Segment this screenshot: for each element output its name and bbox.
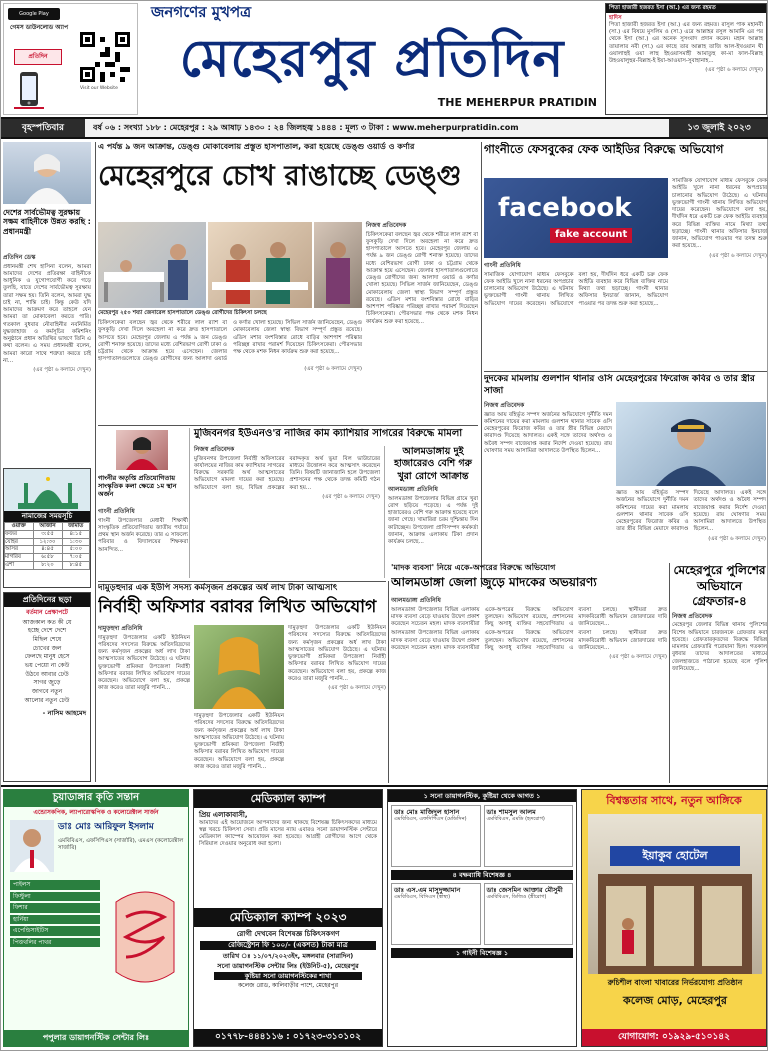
clinic-service: পাইলস bbox=[10, 880, 100, 890]
damurhuda-story bbox=[98, 583, 386, 783]
oc-sentence-story bbox=[484, 374, 767, 560]
app-promo-text: গেমস ডাউনলোড অ্যাপ bbox=[10, 24, 69, 31]
camp-line5: কুষ্টিয়া সনো ডায়াগনস্টিকের শাখা bbox=[214, 972, 362, 980]
qr-caption: Visit our Website bbox=[80, 86, 118, 91]
poem-line: ফেলছে মানুষ হেসে bbox=[24, 653, 70, 661]
camp-title: মেডিক্যাল ক্যাম্প ২০২৩ bbox=[194, 908, 382, 927]
damurhuda-text-2: দামুড়হুদা উপজেলার একটি ইউনিয়ন পরিষদের সদস্যের বিরুদ্ধে অতিদরিদ্রদের জন্য কর্মসৃজন প্রকল্পের অর্ধ লাখ টাকা আত্মসাতের অভিযোগ উঠেছে। এ ঘটনায় ভুক্তভোগী শ্রমিকরা উপজেলা নির্বাহী অফিসার বরাবর লিখিত অভিযোগ দায়ের করেছেন। অভিযোগে বলা হয়, প্রকল্পে কাজ করেও তারা মজুরি পাননি... bbox=[288, 625, 386, 682]
police-text: মেহেরপুর জেলার বিভিন্ন থানায় পুলিশের বিশেষ অভিযানে চারজনকে গ্রেফতার করা হয়েছে। গ্রেফতারকৃতদের বিরুদ্ধে বিভিন্ন মামলায় গ্রেফতারি পরোয়ানা ছিল। গতকাল বুধবার তাদের আদালতের মাধ্যমে জেলহাজতে পাঠানো হয়েছে বলে পুলিশ জানিয়েছে... bbox=[672, 622, 767, 672]
masthead bbox=[141, 1, 603, 115]
sono-doctor-name: ডাঃ মোঃ মাজিদুল হাসান bbox=[394, 808, 460, 817]
row-divider bbox=[98, 425, 478, 426]
column-divider bbox=[95, 142, 96, 782]
sono-doctor-card bbox=[484, 883, 574, 945]
top-right-hadith-box bbox=[605, 3, 767, 115]
info-date: ১৩ জুলাই ২০২৩ bbox=[669, 119, 768, 137]
mujibnagar-headline: মুজিবনগর ইউএনও'র নাজির কাম ক্যাশিয়ার সাগরের বিরুদ্ধে মামলা bbox=[194, 428, 463, 439]
sono-gynae-label: ১ গাইনী বিশেষজ্ঞ ১ bbox=[391, 948, 573, 958]
prayer-cell: এশা bbox=[5, 562, 34, 570]
camp-phone[interactable]: ০১৭৭৮-৪৪৪১১৬ : ০১৭২৩-৩১০১০২ bbox=[194, 1029, 382, 1046]
facebook-story bbox=[484, 142, 767, 368]
alamdanga-cow-text: আলমডাঙ্গা উপজেলার বিভিন্ন গ্রামে খুরা রোগ ছড়িয়ে পড়েছে। এ পর্যন্ত দুই হাজারেরও বেশি গরু আক্রান্ত হয়েছে বলে জানা গেছে। খামারিরা চরম দুশ্চিন্তায় দিন কাটাচ্ছেন। উপজেলা প্রাণিসম্পদ কর্মকর্তা জানান, আক্রান্ত এলাকায় টিকা প্রদান কার্যক্রম চলছে... bbox=[388, 495, 478, 546]
poem-line: ভয় পেয়ো না কেউ bbox=[24, 661, 70, 669]
info-day: বৃহস্পতিবার bbox=[1, 119, 85, 137]
table-row bbox=[5, 554, 90, 562]
prayer-cell: আসর bbox=[5, 546, 34, 554]
masthead-title: মেহেরপুর প্রতিদিন bbox=[179, 28, 565, 89]
phone-illustration-icon bbox=[12, 70, 46, 110]
drug-text-2: আলমডাঙ্গা উপজেলার বিভিন্ন এলাকায় মাদক ব্যবসা বেড়ে যাওয়ায় উদ্বেগ প্রকাশ করেছেন সচেতন মহল। মাদক ব্যবসায়ীরা একে-অপরের বিরুদ্ধে অভিযোগ তুলছেন। অভিযোগ রয়েছে, প্রশাসনের কিছু অসাধু ব্যক্তির সহযোগিতায় এ ব্যবসা চলছে। স্থানীয়রা দ্রুত মাদকবিরোধী অভিযান জোরদারের দাবি জানিয়েছেন... bbox=[391, 630, 667, 651]
facebook-headline: গাংনীতে ফেসবুকের ফেক আইডির বিরুদ্ধে অভিযোগ bbox=[484, 142, 724, 156]
hadith-continue: (এর পৃষ্ঠা ৬ কলামে দেখুন) bbox=[705, 67, 763, 74]
prayer-cell: ৬:৫৮ bbox=[33, 554, 62, 562]
intestine-illustration-icon bbox=[106, 882, 184, 992]
poem-title: প্রতিদিনের ছড়া bbox=[4, 593, 90, 607]
clinic-ad[interactable] bbox=[3, 789, 189, 1047]
clinic-doctor-name: ডাঃ মোঃ আরিফুল ইসলাম bbox=[58, 822, 154, 832]
oc-headline: দুদকের মামলায় গুলশান থানার ওসি মেহেরপুরের ফিরোজ কবির ও তার স্ত্রীর সাজা bbox=[484, 374, 755, 396]
gangni-girl-story bbox=[98, 428, 190, 578]
poem-line: হচ্ছে দেশে দেশে bbox=[27, 627, 67, 635]
clinic-service: এপেন্ডিসাইটিস bbox=[10, 926, 100, 936]
mosque-icon bbox=[4, 469, 90, 511]
facebook-continue: (এর পৃষ্ঠা ৬ কলামে দেখুন) bbox=[709, 252, 767, 259]
damurhuda-headline: নির্বাহী অফিসার বরাবর লিখিত অভিযোগ bbox=[98, 596, 377, 617]
doctor-photo bbox=[10, 820, 54, 872]
sono-specialist-label: ৪ বক্ষব্যাধি বিশেষজ্ঞ ৪ bbox=[391, 870, 573, 880]
clinic-footer: পপুলার ডায়াগনস্টিক সেন্টার লিঃ bbox=[4, 1030, 188, 1046]
prayer-cell: ১২:৩০ bbox=[33, 538, 62, 546]
alamdanga-cow-headline: আলমডাঙ্গায় দুই হাজারেরও বেশি গরু খুরা রোগে আক্রান্ত bbox=[394, 446, 472, 482]
app-promo[interactable] bbox=[3, 3, 138, 115]
medical-camp-ad[interactable] bbox=[193, 789, 383, 1047]
oc-text-2: জ্ঞাত আয় বহির্ভূত সম্পদ অর্জনের অভিযোগে দুর্নীতি দমন কমিশনের দায়ের করা মামলায় গুলশান থানার সাবেক ওসি মেহেরপুরের ফিরোজ কবির ও তার স্ত্রীর বিভিন্ন মেয়াদে কারাদণ্ড দিয়েছে আদালত। একই সঙ্গে তাদের অর্থদণ্ড ও অবৈধ সম্পদ বাজেয়াপ্ত করার নির্দেশ দেওয়া হয়েছে। রায় ঘোষণার সময় আসামিরা আদালতে উপস্থিত ছিলেন... bbox=[616, 490, 766, 533]
dengue-photo-1 bbox=[98, 222, 206, 308]
prayer-header: আজান bbox=[33, 522, 62, 530]
sono-doctor-card bbox=[391, 805, 481, 867]
restaurant-header: বিশ্বস্ততার সাথে, নতুন আঙ্গিকে bbox=[606, 794, 742, 807]
drug-text: আলমডাঙ্গা উপজেলার বিভিন্ন এলাকায় মাদক ব্যবসা বেড়ে যাওয়ায় উদ্বেগ প্রকাশ করেছেন সচেতন মহল। মাদক ব্যবসায়ীরা একে-অপরের বিরুদ্ধে অভিযোগ তুলছেন। অভিযোগ রয়েছে, প্রশাসনের কিছু অসাধু ব্যক্তির সহযোগিতায় এ ব্যবসা চলছে। স্থানীয়রা দ্রুত মাদকবিরোধী অভিযান জোরদারের দাবি জানিয়েছেন... bbox=[391, 606, 667, 627]
google-play-badge[interactable]: Google Play bbox=[8, 8, 60, 20]
damurhuda-text-3: দামুড়হুদা উপজেলার একটি ইউনিয়ন পরিষদের সদস্যের বিরুদ্ধে অতিদরিদ্রদের জন্য কর্মসৃজন প্রকল্পের অর্ধ লাখ টাকা আত্মসাতের অভিযোগ উঠেছে। এ ঘটনায় ভুক্তভোগী শ্রমিকরা উপজেলা নির্বাহী অফিসার বরাবর লিখিত অভিযোগ দায়ের করেছেন। অভিযোগে বলা হয়, প্রকল্পে কাজ করেও তারা মজুরি পাননি... bbox=[194, 713, 284, 770]
gangni-girl-headline: গাংনীর অতৃপ্তি প্রতিযোগিতায় সাংস্কৃতিক কলা ক্ষেত্রে ১ম স্থান অর্জন bbox=[98, 474, 177, 499]
sono-diagnostic-ad[interactable] bbox=[387, 789, 577, 1047]
poem-line: আজকাল কত কী যে bbox=[22, 618, 72, 626]
facebook-text-2: সামাজিক যোগাযোগ মাধ্যম ফেসবুকে ফেক আইডি খুলে নানা ধরনের অপপ্রচার চালানোর অভিযোগ উঠেছে। এ ঘটনায় ভুক্তভোগী গাংনী থানায় লিখিত অভিযোগ দায়ের করেছেন। অভিযোগে বলা হয়, দীর্ঘদিন ধরে একটি চক্র ফেক আইডি ব্যবহার করে বিভিন্ন ব্যক্তির নামে মিথ্যা তথ্য ছড়াচ্ছে। গাংনী থানার অফিসার ইনচার্জ জানান, অভিযোগ পাওয়ার পর তদন্ত শুরু করা হয়েছে... bbox=[484, 271, 668, 307]
left-lead-text: প্রধানমন্ত্রী শেখ হাসিনা বলেন, আমরা আমাদের দেশের প্রতিরক্ষা বাহিনীকে আধুনিক ও যুগোপযোগী করে গড়ে তুলছি, যাতে দেশের সার্বভৌমত্ব সুরক্ষায় তারা সক্ষম হয়। তিনি বলেন, আমরা যুদ্ধ চাই না, শান্তি চাই। কিন্তু কেউ যদি আমাদের আক্রমণ করে তাহলে যেন আমরা তা মোকাবেলা করতে পারি। গতকাল বুধবার নৌবাহিনীর নবনির্মিত যুদ্ধজাহাজ ও কর্মসূচির কমিশনিং অনুষ্ঠানে প্রধান অতিথির ভাষণে তিনি এ কথা বলেন। এ সময় প্রধানমন্ত্রী বলেন, আমরা কারো সাথে শত্রুতা করতে চাই না... bbox=[3, 263, 91, 364]
sono-doctor-degree: এমবিবিএস, এফসিপিএস (মেডিসিন) bbox=[394, 816, 467, 823]
facebook-logo-text: facebook bbox=[498, 193, 632, 223]
row-divider bbox=[98, 581, 386, 582]
gangni-girl-byline: গাংনী প্রতিনিধি bbox=[98, 508, 135, 515]
main-story-caption: মেহেরপুর ২৫০ শয্যা জেনারেল হাসপাতালে ডেঙ্গু রোগীদের চিকিৎসা চলছে bbox=[98, 310, 267, 316]
main-story-headline: মেহেরপুরে চোখ রাঙাচ্ছে ডেঙ্গু bbox=[98, 159, 462, 192]
damurhuda-woman-photo bbox=[194, 625, 284, 709]
clinic-doctor-details: এমবিবিএস, এফসিপিএস (সার্জারি), এমএস (কলোরেক্টাল সার্জারি) bbox=[58, 838, 184, 851]
main-story bbox=[98, 142, 478, 422]
sono-doctor-degree: এমবিবিএস, বিসিএস (স্বাস্থ্য) bbox=[394, 894, 451, 901]
fake-account-label: fake account bbox=[550, 228, 632, 243]
column-divider bbox=[388, 581, 389, 783]
restaurant-tagline: রুচিশীল বাংলা খাবারের নির্ভরযোগ্য প্রতিষ্ঠান bbox=[607, 978, 743, 987]
poem-line: জাগবে নতুন bbox=[31, 688, 63, 695]
table-row bbox=[5, 530, 90, 538]
restaurant-phone[interactable]: যোগাযোগ: ০১৯২৯-৫১০১৪২ bbox=[582, 1029, 766, 1046]
police-story bbox=[672, 563, 767, 783]
dengue-photo-3 bbox=[314, 222, 362, 308]
damurhuda-byline: দামুড়হুদা প্রতিনিধি bbox=[98, 625, 143, 632]
prayer-cell: ৪:৪৫ bbox=[33, 546, 62, 554]
poem-author: - নাসিম আহমেদ bbox=[42, 709, 86, 718]
camp-line1: রোগী দেখবেন বিশেষজ্ঞ চিকিৎসকগণ bbox=[236, 930, 340, 938]
mujibnagar-continue: (এর পৃষ্ঠা ৬ কলামে দেখুন) bbox=[322, 493, 380, 500]
damurhuda-continue: (এর পৃষ্ঠা ৬ কলামে দেখুন) bbox=[328, 685, 386, 691]
alamdanga-cow-byline: আলমডাঙ্গা প্রতিনিধি bbox=[388, 486, 438, 494]
prayer-header: ওয়াক্ত bbox=[5, 522, 34, 530]
camp-address: কলেজ রোড, কালিবাড়ীর পাশে, মেহেরপুর bbox=[237, 981, 339, 989]
oc-text: জ্ঞাত আয় বহির্ভূত সম্পদ অর্জনের অভিযোগে দুর্নীতি দমন কমিশনের দায়ের করা মামলায় গুলশান থানার সাবেক ওসি মেহেরপুরের ফিরোজ কবির ও তার স্ত্রীর বিভিন্ন মেয়াদে কারাদণ্ড দিয়েছে আদালত। একই সঙ্গে তাদের অর্থদণ্ড ও অবৈধ সম্পদ বাজেয়াপ্ত করার নির্দেশ দেওয়া হয়েছে। রায় ঘোষণার সময় আসামিরা আদালতে উপস্থিত ছিলেন... bbox=[484, 411, 612, 454]
drug-kicker: 'মাদক ব্যবসা' নিয়ে একে-অপরের বিরুদ্ধে অভিযোগ bbox=[391, 563, 556, 572]
clinic-service: পিত্তথলির পাথর bbox=[10, 938, 100, 948]
main-story-kicker: এ পর্যন্ত ৯ জন আক্রান্ত, ডেঙ্গু মোকাবেলায় প্রস্তুত হাসপাতাল, করা হয়েছে ডেঙ্গু ওয়ার্ড ও কর্ণার bbox=[98, 142, 415, 151]
poem-line: মিছিল শেষে bbox=[32, 635, 62, 643]
camp-line4: সনো ডায়াগনস্টিক সেন্টার লিঃ (ইউনিট-৫), মেহেরপুর bbox=[217, 961, 359, 970]
prayer-table bbox=[4, 522, 90, 570]
prayer-cell: ফজর bbox=[5, 530, 34, 538]
oc-byline: নিজস্ব প্রতিবেদক bbox=[484, 402, 525, 409]
camp-header: মেডিক্যাল ক্যাম্প bbox=[194, 790, 382, 808]
table-row bbox=[5, 562, 90, 570]
masthead-english-title: THE MEHERPUR PRATIDIN bbox=[437, 96, 597, 109]
info-bar bbox=[1, 117, 768, 139]
facebook-text: সামাজিক যোগাযোগ মাধ্যম ফেসবুকে ফেক আইডি খুলে নানা ধরনের অপপ্রচার চালানোর অভিযোগ উঠেছে। এ ঘটনায় ভুক্তভোগী গাংনী থানায় লিখিত অভিযোগ দায়ের করেছেন। অভিযোগে বলা হয়, দীর্ঘদিন ধরে একটি চক্র ফেক আইডি ব্যবহার করে বিভিন্ন ব্যক্তির নামে মিথ্যা তথ্য ছড়াচ্ছে। গাংনী থানার অফিসার ইনচার্জ জানান, অভিযোগ পাওয়ার পর তদন্ত শুরু করা হয়েছে... bbox=[672, 178, 767, 250]
column-divider bbox=[669, 563, 670, 783]
hadith-label: হাদিস bbox=[609, 14, 622, 21]
prayer-times-box bbox=[3, 468, 91, 588]
restaurant-sign: ইয়াকুব হোটেল bbox=[610, 846, 740, 866]
prayer-header: জামাত bbox=[62, 522, 89, 530]
left-lead-byline: প্রতিদিন ডেস্ক bbox=[3, 254, 36, 261]
prayer-cell: ৩:৫৫ bbox=[33, 530, 62, 538]
facebook-logo-image bbox=[484, 178, 668, 258]
poem-line: চোখের জল bbox=[32, 644, 62, 652]
gangni-girl-text: গাংনী উপজেলার মেধাবী শিক্ষার্থী সাংস্কৃতিক প্রতিযোগিতায় জাতীয় পর্যায়ে প্রথম স্থান অর্জন করেছে। তার এ সাফল্যে পরিবার ও বিদ্যালয়ের শিক্ষকরা আনন্দিত... bbox=[98, 517, 188, 553]
ads-divider bbox=[1, 785, 768, 787]
prayer-cell: ৫:০০ bbox=[62, 546, 89, 554]
main-story-byline: নিজস্ব প্রতিবেদক bbox=[366, 222, 407, 229]
facebook-byline: গাংনী প্রতিনিধি bbox=[484, 262, 521, 269]
hadith-text: পিতা হাজারী হজরত ইসা (আ.) এর জন্য রহমত। রাসুল পাক মহানবী (সা.) এর বিষয়ে মুসলিম ও (সা.) এরে আল্লাহর রসুল আমানি এর পর থেকে ইসা (আ.) এর অনেক সুসংবাদ প্রদান করেন। মহান আল্লাহ তায়ালার নবী (সা.) এর কাছে তার আল্লাহ তাজি আল-ইখওয়ান থী ওয়ালাহুই ওয়া লাহু ইহওয়াসমাহী আমাতুহু কা-মা ফাল-বিল্লাহ উহওয়ালুহুর-বিল্লাহ-ই ইয়া-আওয়াস-সুবাহানাহ... bbox=[609, 21, 763, 64]
camp-text: আমাদের এই আয়োজনে আপনাদের জন্য থাকছে বিশেষজ্ঞ চিকিৎসকদের মাধ্যমে স্বল্প খরচে চিকিৎসা সেবা। প্রতি মাসের ন্যায় এবারও সনো ডায়াগনস্টিক সেন্টারে মেডিক্যাল ক্যাম্পের আয়োজন করা হয়েছে। আগ্রহী রোগীদের আগে থেকে সিরিয়াল দেওয়ার অনুরোধ করা হলো। bbox=[199, 819, 377, 848]
prayer-header-row bbox=[5, 522, 90, 530]
prayer-cell: ৮:৪৫ bbox=[62, 562, 89, 570]
table-row bbox=[5, 538, 90, 546]
poem-line: সাগর জুড়ে bbox=[33, 679, 61, 687]
sono-doctor-name: ডাঃ জেসমিন আক্তার মৌসুমী bbox=[486, 886, 563, 895]
left-lead-continue: (এর পৃষ্ঠা ৬ কলামে দেখুন) bbox=[33, 367, 91, 373]
table-row bbox=[5, 546, 90, 554]
sono-doctor-card bbox=[391, 883, 481, 945]
restaurant-address: কলেজ মোড়, মেহেরপুর bbox=[623, 994, 727, 1007]
main-story-text: চিকিৎসকেরা বলছেন জ্বর থেকে শরীরে লাল র‍্যাশ বা ফুসকুড়ি দেখা দিলে অবহেলা না করে দ্রুত হাসপাতালে আসতে হবে। মেহেরপুর জেলায় এ পর্যন্ত ৯ জন ডেঙ্গু রোগী শনাক্ত হয়েছে। তাদের মধ্যে বেশিরভাগ রোগী ঢাকা ও চট্টগ্রাম থেকে আক্রান্ত হয়ে এসেছেন। জেলার হাসপাতালগুলোতে ডেঙ্গু রোগীদের জন্য আলাদা ওয়ার্ড ও কর্ণার খোলা হয়েছে। সিভিল সার্জন জানিয়েছেন, ডেঙ্গু মোকাবেলায় জেলা স্বাস্থ্য বিভাগ সম্পূর্ণ প্রস্তুত রয়েছে। এডিস মশার বংশবিস্তার রোধে বাড়ির আশপাশ পরিষ্কার পরিচ্ছন্ন রাখার পরামর্শ দিয়েছেন চিকিৎসকেরা। পৌরসভার পক্ষ থেকে মশক নিধন কার্যক্রম শুরু করা হয়েছে... bbox=[366, 231, 478, 325]
sono-doctor-name: ডাঃ এস.এম মাসুদুজ্জামান bbox=[394, 886, 461, 895]
damurhuda-text: দামুড়হুদা উপজেলার একটি ইউনিয়ন পরিষদের সদস্যের বিরুদ্ধে অতিদরিদ্রদের জন্য কর্মসৃজন প্রকল্পের অর্ধ লাখ টাকা আত্মসাতের অভিযোগ উঠেছে। এ ঘটনায় ভুক্তভোগী শ্রমিকরা উপজেলা নির্বাহী অফিসার বরাবর লিখিত অভিযোগ দায়ের করেছেন। অভিযোগে বলা হয়, প্রকল্পে কাজ করেও তারা মজুরি পাননি... bbox=[98, 634, 190, 692]
mujibnagar-text: মুজিবনগর উপজেলা নির্বাহী অফিসারের কার্যালয়ের নাজির কাম ক্যাশিয়ার সাগরের বিরুদ্ধে সরকারি অর্থ আত্মসাতের অভিযোগে মামলা দায়ের করা হয়েছে। অভিযোগে বলা হয়, বিভিন্ন প্রকল্পের বরাদ্দকৃত অর্থ ভুয়া বিল ভাউচারের মাধ্যমে উত্তোলন করে আত্মসাৎ করেছেন তিনি। বিষয়টি জানাজানি হলে উপজেলা প্রশাসনের পক্ষ থেকে তদন্ত কমিটি গঠন করা হয়... bbox=[194, 455, 380, 491]
sono-doctor-degree: এমবিবিএস, এমডি (হৃদরোগ) bbox=[486, 816, 545, 823]
masthead-tagline: জনগণের মুখপত্র bbox=[151, 3, 252, 21]
sono-header: ১ সনো ডায়াগনস্টিক, কুষ্টিয়া থেকে আগত ১ bbox=[388, 790, 576, 802]
restaurant-ad[interactable] bbox=[581, 789, 767, 1047]
info-issue: বর্ষ ০৬ : সংখ্যা ১৮৮ : মেহেরপুর : ২৯ আষাঢ় ১৪৩০ : ২৪ জিলহজ্ব ১৪৪৪ : মূল্য ৩ টাকা : www.meherpurpratidin.com bbox=[93, 123, 519, 132]
oc-continue: (এর পৃষ্ঠা ৬ কলামে দেখুন) bbox=[708, 535, 766, 542]
sono-doctor-card bbox=[484, 805, 574, 867]
damurhuda-kicker: দামুড়হুদার এক ইউপি সদস্য কর্মসৃজন প্রকল্পের অর্ধ লাখ টাকা আত্মসাৎ bbox=[98, 583, 338, 593]
pm-photo bbox=[3, 142, 91, 204]
sono-doctor-degree: এমবিবিএস, ডিজিও (স্ত্রীরোগ) bbox=[486, 894, 547, 901]
prayer-cell: মাগরিব bbox=[5, 554, 34, 562]
clinic-ad-sub: এন্ডোসকপিক, ল্যাপারোস্কপিক ও কলোরেক্টাল সার্জন bbox=[33, 808, 159, 816]
drug-headline: আলমডাঙ্গা জেলা জুড়ে মাদকের অভয়ারণ্য bbox=[391, 575, 597, 589]
drug-continue: (এর পৃষ্ঠা ৬ কলামে দেখুন) bbox=[609, 654, 667, 660]
app-name: প্রতিদিন bbox=[14, 49, 62, 65]
poem-line: আলোর নতুন ঢেউ bbox=[24, 696, 70, 704]
girl-photo bbox=[116, 430, 168, 470]
poem-subtitle: বর্তমান প্রেক্ষাপটে bbox=[26, 609, 68, 616]
left-lead-headline: দেশের সার্বভৌমত্ব সুরক্ষায় সক্ষম বাহিনীকে উন্নত করছি : প্রধানমন্ত্রী bbox=[3, 208, 91, 236]
main-story-text-2: চিকিৎসকেরা বলছেন জ্বর থেকে শরীরে লাল র‍্যাশ বা ফুসকুড়ি দেখা দিলে অবহেলা না করে দ্রুত হাসপাতালে আসতে হবে। মেহেরপুর জেলায় এ পর্যন্ত ৯ জন ডেঙ্গু রোগী শনাক্ত হয়েছে। তাদের মধ্যে বেশিরভাগ রোগী ঢাকা ও চট্টগ্রাম থেকে আক্রান্ত হয়ে এসেছেন। জেলার হাসপাতালগুলোতে ডেঙ্গু রোগীদের জন্য আলাদা ওয়ার্ড ও কর্ণার খোলা হয়েছে। সিভিল সার্জন জানিয়েছেন, ডেঙ্গু মোকাবেলায় জেলা স্বাস্থ্য বিভাগ সম্পূর্ণ প্রস্তুত রয়েছে। এডিস মশার বংশবিস্তার রোধে বাড়ির আশপাশ পরিষ্কার পরিচ্ছন্ন রাখার পরামর্শ দিয়েছেন চিকিৎসকেরা। পৌরসভার পক্ষ থেকে মশক নিধন কার্যক্রম শুরু করা হয়েছে... bbox=[98, 320, 362, 363]
camp-line2: রেজিস্ট্রেশন ফি ১০০/- (একশত) টাকা মাত্র bbox=[200, 941, 376, 950]
drug-story bbox=[391, 563, 667, 783]
police-byline: নিজস্ব প্রতিবেদক bbox=[672, 612, 713, 620]
sono-doctor-name: ডাঃ শামসুল আলম bbox=[486, 808, 536, 817]
clinic-ad-header: চুয়াডাঙ্গার কৃতি সন্তান bbox=[4, 790, 188, 807]
drug-byline: আলমডাঙ্গা প্রতিনিধি bbox=[391, 597, 441, 604]
camp-line3: তারিখ ঃ ১১/০৭/২০২৩ইং, মঙ্গলবার (সারাদিন) bbox=[222, 951, 354, 960]
row-divider bbox=[484, 371, 767, 372]
camp-salutation: প্রিয় এলাকাবাসী, bbox=[199, 810, 248, 819]
dengue-photo-2 bbox=[208, 222, 312, 308]
hadith-title: পিতা হাজারী হজরত ইসা (আ.) এর জন্য রহমত bbox=[606, 4, 766, 13]
mujibnagar-byline: নিজস্ব প্রতিবেদক bbox=[194, 446, 235, 453]
column-divider bbox=[481, 142, 482, 587]
alamdanga-cow-story bbox=[384, 446, 478, 578]
prayer-title: নামাজের সময়সূচি bbox=[4, 511, 90, 522]
poem-line: উঠবে আবার ঢেউ bbox=[25, 670, 69, 678]
prayer-cell: ১:৩০ bbox=[62, 538, 89, 546]
prayer-cell: ৪:১৫ bbox=[62, 530, 89, 538]
police-headline: মেহেরপুরে পুলিশের অভিযানে গ্রেফতার-৪ bbox=[673, 563, 766, 609]
clinic-service: হার্নিয়া bbox=[10, 915, 100, 925]
prayer-cell: ৭:০৫ bbox=[62, 554, 89, 562]
poem-box bbox=[3, 592, 91, 782]
qr-code-icon[interactable] bbox=[80, 32, 130, 82]
left-column bbox=[3, 142, 93, 782]
clinic-service: ফিস্টুলা bbox=[10, 892, 100, 902]
oc-officer-photo bbox=[616, 402, 766, 486]
restaurant-photo bbox=[588, 814, 762, 974]
clinic-service: ফিশার bbox=[10, 903, 100, 913]
prayer-cell: যোহর bbox=[5, 538, 34, 546]
main-story-continue: (এর পৃষ্ঠা ৬ কলামে দেখুন) bbox=[304, 365, 362, 372]
prayer-cell: ৮:২০ bbox=[33, 562, 62, 570]
mujibnagar-story bbox=[98, 428, 478, 578]
